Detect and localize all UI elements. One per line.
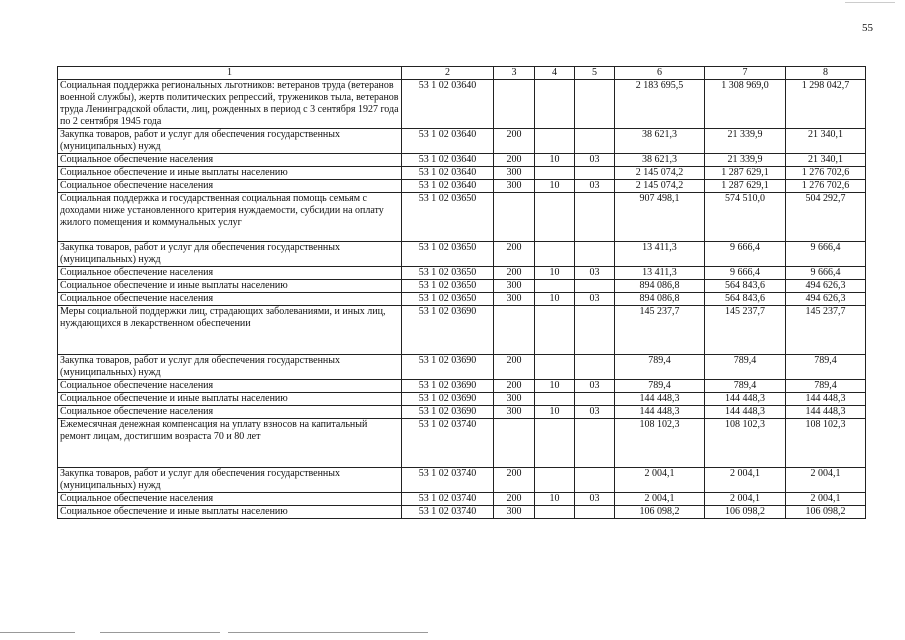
cell-name: Социальное обеспечение населения — [58, 267, 402, 280]
budget-table — [57, 66, 866, 519]
cell-amount-year-1: 38 621,3 — [615, 129, 705, 154]
cell-amount-year-3: 1 276 702,6 — [786, 167, 866, 180]
cell-section: 10 — [535, 154, 575, 167]
table-row — [58, 506, 866, 519]
cell-target-article: 53 1 02 03650 — [402, 293, 494, 306]
cell-amount-year-2: 1 287 629,1 — [705, 180, 786, 193]
cell-amount-year-1: 2 145 074,2 — [615, 167, 705, 180]
cell-name: Закупка товаров, работ и услуг для обеспечения государственных (муниципальных) нужд — [58, 468, 402, 493]
table-row — [58, 393, 866, 406]
cell-section — [535, 193, 575, 242]
cell-subsection — [575, 393, 615, 406]
scan-artifact-line — [228, 632, 428, 633]
cell-subsection — [575, 193, 615, 242]
cell-expense-type: 300 — [494, 180, 535, 193]
cell-name: Меры социальной поддержки лиц, страдающих заболеваниями, и иных лиц, нуждающихся в лекарственном обеспечении — [58, 306, 402, 355]
cell-target-article: 53 1 02 03650 — [402, 280, 494, 293]
cell-section — [535, 80, 575, 129]
page-number: 55 — [862, 22, 873, 34]
cell-name: Социальная поддержка региональных льготников: ветеранов труда (ветеранов военной службы), жертв политических репрессий, тружеников тыла, ветеранов труда Ленинградской области, лиц, рожденных в период с 3 сентября 1927 года по 2 сентября 1945 года — [58, 80, 402, 129]
cell-amount-year-2: 574 510,0 — [705, 193, 786, 242]
cell-amount-year-3: 108 102,3 — [786, 419, 866, 468]
cell-name: Социальное обеспечение населения — [58, 293, 402, 306]
cell-amount-year-3: 789,4 — [786, 380, 866, 393]
cell-section — [535, 506, 575, 519]
cell-expense-type: 200 — [494, 355, 535, 380]
cell-amount-year-1: 144 448,3 — [615, 393, 705, 406]
header-col-7: 7 — [705, 67, 786, 80]
cell-amount-year-1: 106 098,2 — [615, 506, 705, 519]
header-col-2: 2 — [402, 67, 494, 80]
cell-amount-year-2: 21 339,9 — [705, 129, 786, 154]
table-row — [58, 129, 866, 154]
table-row — [58, 306, 866, 355]
cell-amount-year-1: 145 237,7 — [615, 306, 705, 355]
cell-target-article: 53 1 02 03640 — [402, 80, 494, 129]
cell-expense-type — [494, 306, 535, 355]
cell-subsection: 03 — [575, 406, 615, 419]
cell-amount-year-1: 789,4 — [615, 355, 705, 380]
header-col-6: 6 — [615, 67, 705, 80]
cell-target-article: 53 1 02 03690 — [402, 306, 494, 355]
cell-target-article: 53 1 02 03740 — [402, 506, 494, 519]
table-row — [58, 468, 866, 493]
cell-section: 10 — [535, 380, 575, 393]
cell-amount-year-3: 789,4 — [786, 355, 866, 380]
cell-name: Социальное обеспечение и иные выплаты населению — [58, 167, 402, 180]
cell-target-article: 53 1 02 03640 — [402, 180, 494, 193]
cell-amount-year-3: 9 666,4 — [786, 242, 866, 267]
cell-amount-year-1: 2 145 074,2 — [615, 180, 705, 193]
cell-subsection — [575, 419, 615, 468]
header-col-3: 3 — [494, 67, 535, 80]
cell-amount-year-1: 907 498,1 — [615, 193, 705, 242]
cell-name: Социальное обеспечение и иные выплаты населению — [58, 280, 402, 293]
table-header-row — [58, 67, 866, 80]
header-col-1: 1 — [58, 67, 402, 80]
cell-amount-year-2: 2 004,1 — [705, 493, 786, 506]
cell-amount-year-2: 144 448,3 — [705, 393, 786, 406]
cell-target-article: 53 1 02 03690 — [402, 406, 494, 419]
scan-artifact-line — [100, 632, 220, 633]
cell-amount-year-1: 38 621,3 — [615, 154, 705, 167]
cell-expense-type: 200 — [494, 380, 535, 393]
cell-name: Социальное обеспечение и иные выплаты населению — [58, 506, 402, 519]
cell-subsection — [575, 80, 615, 129]
cell-subsection: 03 — [575, 293, 615, 306]
table-row — [58, 193, 866, 242]
cell-amount-year-1: 13 411,3 — [615, 267, 705, 280]
cell-amount-year-2: 106 098,2 — [705, 506, 786, 519]
cell-section: 10 — [535, 180, 575, 193]
cell-amount-year-3: 144 448,3 — [786, 406, 866, 419]
cell-expense-type: 200 — [494, 267, 535, 280]
cell-section — [535, 355, 575, 380]
cell-amount-year-2: 1 308 969,0 — [705, 80, 786, 129]
cell-subsection: 03 — [575, 493, 615, 506]
cell-expense-type: 300 — [494, 280, 535, 293]
cell-name: Социальное обеспечение населения — [58, 180, 402, 193]
cell-amount-year-1: 144 448,3 — [615, 406, 705, 419]
cell-name: Закупка товаров, работ и услуг для обеспечения государственных (муниципальных) нужд — [58, 129, 402, 154]
cell-amount-year-2: 144 448,3 — [705, 406, 786, 419]
cell-target-article: 53 1 02 03690 — [402, 393, 494, 406]
cell-section: 10 — [535, 293, 575, 306]
cell-section — [535, 167, 575, 180]
cell-amount-year-2: 145 237,7 — [705, 306, 786, 355]
cell-expense-type — [494, 80, 535, 129]
cell-section — [535, 419, 575, 468]
table-row — [58, 267, 866, 280]
cell-target-article: 53 1 02 03740 — [402, 468, 494, 493]
cell-name: Социальное обеспечение населения — [58, 406, 402, 419]
cell-subsection — [575, 506, 615, 519]
cell-amount-year-3: 504 292,7 — [786, 193, 866, 242]
cell-amount-year-3: 21 340,1 — [786, 154, 866, 167]
cell-section — [535, 306, 575, 355]
cell-expense-type: 200 — [494, 468, 535, 493]
cell-amount-year-2: 789,4 — [705, 355, 786, 380]
cell-section: 10 — [535, 406, 575, 419]
cell-target-article: 53 1 02 03690 — [402, 355, 494, 380]
cell-amount-year-1: 13 411,3 — [615, 242, 705, 267]
cell-amount-year-2: 2 004,1 — [705, 468, 786, 493]
table-row — [58, 406, 866, 419]
cell-expense-type: 200 — [494, 493, 535, 506]
cell-amount-year-3: 494 626,3 — [786, 293, 866, 306]
cell-section — [535, 242, 575, 267]
cell-name: Социальное обеспечение населения — [58, 154, 402, 167]
cell-expense-type: 300 — [494, 293, 535, 306]
cell-amount-year-2: 108 102,3 — [705, 419, 786, 468]
cell-amount-year-1: 2 004,1 — [615, 493, 705, 506]
cell-name: Закупка товаров, работ и услуг для обеспечения государственных (муниципальных) нужд — [58, 355, 402, 380]
cell-target-article: 53 1 02 03640 — [402, 154, 494, 167]
cell-target-article: 53 1 02 03650 — [402, 193, 494, 242]
cell-amount-year-3: 1 298 042,7 — [786, 80, 866, 129]
cell-expense-type: 200 — [494, 154, 535, 167]
cell-expense-type: 200 — [494, 129, 535, 154]
cell-amount-year-3: 494 626,3 — [786, 280, 866, 293]
cell-subsection — [575, 355, 615, 380]
cell-amount-year-2: 564 843,6 — [705, 293, 786, 306]
cell-amount-year-3: 1 276 702,6 — [786, 180, 866, 193]
cell-subsection — [575, 242, 615, 267]
cell-amount-year-2: 9 666,4 — [705, 267, 786, 280]
cell-amount-year-1: 2 004,1 — [615, 468, 705, 493]
cell-section — [535, 393, 575, 406]
cell-amount-year-3: 21 340,1 — [786, 129, 866, 154]
cell-target-article: 53 1 02 03690 — [402, 380, 494, 393]
cell-subsection: 03 — [575, 380, 615, 393]
cell-expense-type — [494, 419, 535, 468]
header-col-4: 4 — [535, 67, 575, 80]
cell-amount-year-3: 2 004,1 — [786, 468, 866, 493]
cell-subsection: 03 — [575, 180, 615, 193]
cell-amount-year-2: 21 339,9 — [705, 154, 786, 167]
cell-subsection — [575, 306, 615, 355]
cell-subsection: 03 — [575, 267, 615, 280]
cell-name: Социальное обеспечение населения — [58, 493, 402, 506]
scan-artifact-line — [0, 632, 75, 633]
cell-amount-year-3: 106 098,2 — [786, 506, 866, 519]
table-row — [58, 242, 866, 267]
table-row — [58, 180, 866, 193]
cell-subsection — [575, 167, 615, 180]
cell-subsection — [575, 280, 615, 293]
cell-amount-year-1: 2 183 695,5 — [615, 80, 705, 129]
cell-name: Закупка товаров, работ и услуг для обеспечения государственных (муниципальных) нужд — [58, 242, 402, 267]
cell-target-article: 53 1 02 03650 — [402, 242, 494, 267]
cell-amount-year-1: 789,4 — [615, 380, 705, 393]
cell-section: 10 — [535, 267, 575, 280]
table-row — [58, 293, 866, 306]
cell-target-article: 53 1 02 03640 — [402, 167, 494, 180]
cell-expense-type: 300 — [494, 406, 535, 419]
header-col-5: 5 — [575, 67, 615, 80]
cell-amount-year-1: 894 086,8 — [615, 280, 705, 293]
cell-expense-type: 300 — [494, 506, 535, 519]
cell-section — [535, 129, 575, 154]
cell-name: Социальное обеспечение населения — [58, 380, 402, 393]
cell-section — [535, 280, 575, 293]
cell-target-article: 53 1 02 03740 — [402, 419, 494, 468]
cell-section — [535, 468, 575, 493]
cell-target-article: 53 1 02 03640 — [402, 129, 494, 154]
cell-amount-year-2: 9 666,4 — [705, 242, 786, 267]
cell-expense-type: 300 — [494, 393, 535, 406]
cell-expense-type — [494, 193, 535, 242]
table-row — [58, 419, 866, 468]
cell-amount-year-3: 144 448,3 — [786, 393, 866, 406]
cell-expense-type: 300 — [494, 167, 535, 180]
table-row — [58, 380, 866, 393]
table-row — [58, 493, 866, 506]
header-col-8: 8 — [786, 67, 866, 80]
cell-section: 10 — [535, 493, 575, 506]
table-row — [58, 167, 866, 180]
cell-amount-year-1: 108 102,3 — [615, 419, 705, 468]
cell-expense-type: 200 — [494, 242, 535, 267]
cell-subsection: 03 — [575, 154, 615, 167]
cell-amount-year-2: 1 287 629,1 — [705, 167, 786, 180]
cell-amount-year-2: 564 843,6 — [705, 280, 786, 293]
table-row — [58, 80, 866, 129]
table-row — [58, 355, 866, 380]
cell-target-article: 53 1 02 03650 — [402, 267, 494, 280]
table-row — [58, 280, 866, 293]
table-row — [58, 154, 866, 167]
cell-amount-year-3: 145 237,7 — [786, 306, 866, 355]
cell-name: Социальная поддержка и государственная социальная помощь семьям с доходами ниже установленного критерия нуждаемости, субсидии на оплату жилого помещения и коммунальных услуг — [58, 193, 402, 242]
cell-amount-year-1: 894 086,8 — [615, 293, 705, 306]
cell-subsection — [575, 129, 615, 154]
cell-target-article: 53 1 02 03740 — [402, 493, 494, 506]
cell-amount-year-3: 9 666,4 — [786, 267, 866, 280]
cell-amount-year-2: 789,4 — [705, 380, 786, 393]
scan-artifact-line — [845, 2, 895, 3]
cell-name: Социальное обеспечение и иные выплаты населению — [58, 393, 402, 406]
cell-subsection — [575, 468, 615, 493]
cell-name: Ежемесячная денежная компенсация на уплату взносов на капитальный ремонт лицам, достигшим возраста 70 и 80 лет — [58, 419, 402, 468]
cell-amount-year-3: 2 004,1 — [786, 493, 866, 506]
